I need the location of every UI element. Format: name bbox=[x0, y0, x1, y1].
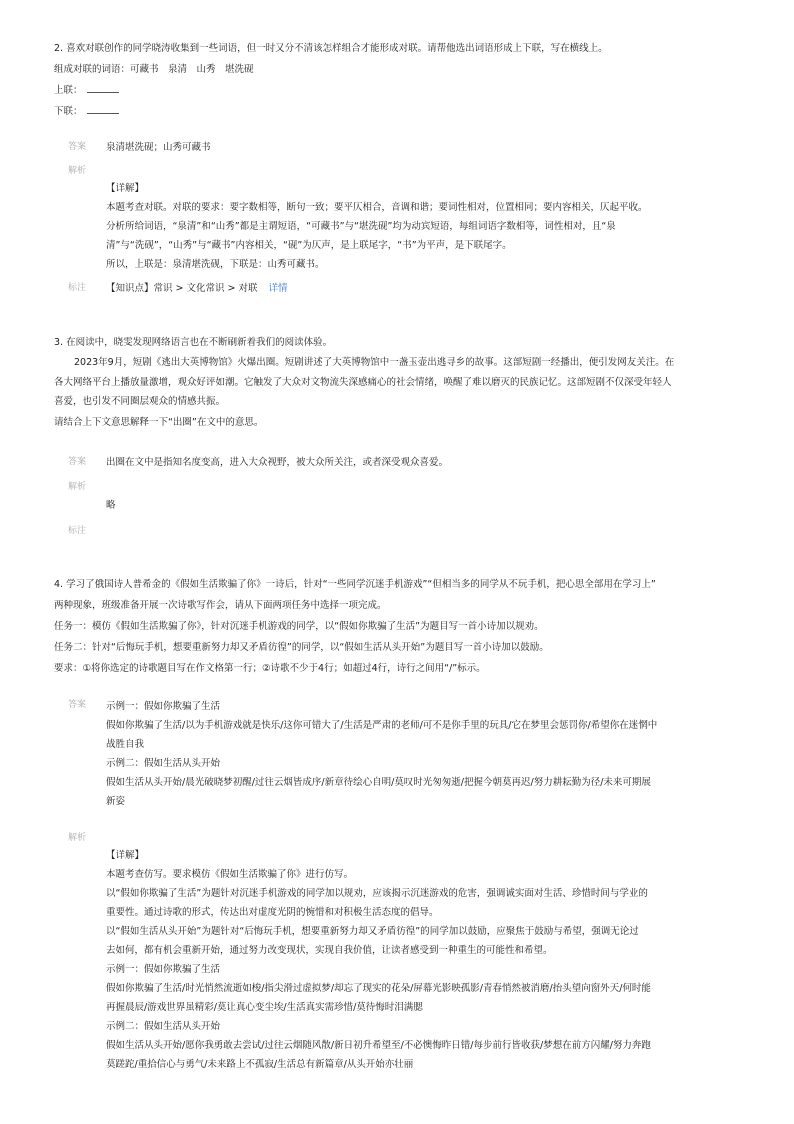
passage-line: 各大网络平台上播放量激增，观众好评如潮。它触发了大众对文物流失深感痛心的社会情绪，唤醒了难以磨灭的民族记忆。这部短剧不仅深受年轻人 bbox=[54, 376, 672, 388]
answer-line: 假如生活从头开始/晨光破晓梦初醒/过往云烟皆成序/新章待绘心自明/莫叹时光匆匆逝/把握今朝莫再迟/努力耕耘勤为径/未来可期展 bbox=[106, 777, 651, 788]
analysis-line: 莫蹉跎/重拾信心与勇气/未来路上不孤寂/生活总有新篇章/从头开始亦壮丽 bbox=[106, 1059, 414, 1070]
knowledge-point: 【知识点】常识 > 文化常识 > 对联 bbox=[106, 283, 258, 294]
detail-link[interactable]: 详情 bbox=[268, 283, 288, 294]
question-4 bbox=[54, 574, 744, 679]
analysis-line: 【详解】 bbox=[106, 850, 145, 861]
question-3-stem: 3. 在阅读中，晓雯发现网络语言也在不断刷新着我们的阅读体验。 bbox=[54, 337, 333, 348]
analysis-line: 示例二：假如生活从头开始 bbox=[106, 1021, 221, 1032]
analysis-line: 本题考查仿写。要求模仿《假如生活欺骗了你》进行仿写。 bbox=[106, 869, 354, 880]
answer-text: 出圈在文中是指知名度变高，进入大众视野，被大众所关注，或者深受观众喜爱。 bbox=[106, 457, 449, 468]
answer-line: 战胜自我 bbox=[106, 739, 145, 750]
answer-body bbox=[106, 697, 726, 811]
question-4-stem-line: 两种现象，班级准备开展一次诗歌写作会，请从下面两项任务中选择一项完成。 bbox=[54, 600, 387, 611]
passage-line: 2023年9月，短剧《逃出大英博物馆》火爆出圈。短剧讲述了大英博物馆中一盏玉壶出逃寻乡的故事。这部短剧一经播出，便引发网友关注。在 bbox=[74, 357, 675, 368]
answer-label: 答案 bbox=[68, 457, 87, 467]
upper-couplet-label: 上联： bbox=[54, 85, 83, 96]
analysis-line: 以“假如生活从头开始”为题针对“后悔玩手机，想要重新努力却又矛盾彷徨”的同学加以鼓励，应聚焦于鼓励与希望，强调无论过 bbox=[106, 926, 639, 937]
question-4-requirement: 要求：①将你选定的诗歌题目写在作文格第一行；②诗歌不少于4行；如超过4行，诗行之间用“/”标示。 bbox=[54, 663, 486, 674]
answer-label: 答案 bbox=[68, 142, 87, 152]
lower-couplet-line bbox=[54, 101, 744, 122]
analysis-line: 重要性。通过诗歌的形式，传达出对虚度光阴的惋惜和对积极生活态度的倡导。 bbox=[106, 907, 439, 918]
analysis-label: 解析 bbox=[68, 833, 87, 843]
analysis-line: 分析所给词语，“泉清”和“山秀”都是主谓短语，“可藏书”与“堪洗砚”均为动宾短语，每组词语字数相等，词性相对，且“泉 bbox=[106, 221, 616, 232]
answer-line: 新姿 bbox=[106, 796, 126, 807]
note-label: 标注 bbox=[68, 283, 87, 293]
question-2-stem: 2. 喜欢对联创作的同学晓涛收集到一些词语，但一时又分不清该怎样组合才能形成对联。请帮他选出词语形成上下联，写在横线上。 bbox=[54, 43, 608, 54]
question-3-passage bbox=[54, 353, 744, 412]
analysis-label: 解析 bbox=[68, 166, 87, 176]
analysis-body bbox=[106, 846, 726, 1074]
analysis-line: 假如你欺骗了生活/时光悄然流逝如梭/指尖滑过虚拟梦/却忘了现实的花朵/屏幕光影映孤影/青春悄然被消磨/抬头望向窗外天/何时能 bbox=[106, 983, 651, 994]
question-2-words: 组成对联的词语：可藏书 泉清 山秀 堪洗砚 bbox=[54, 64, 254, 75]
lower-couplet-label: 下联： bbox=[54, 106, 83, 117]
analysis-line: 本题考查对联。对联的要求：要字数相等，断句一致；要平仄相合，音调和谐；要词性相对，位置相同；要内容相关，仄起平收。 bbox=[106, 202, 648, 213]
analysis-text: 略 bbox=[106, 500, 116, 511]
answer-text: 泉清堪洗砚；山秀可藏书 bbox=[106, 142, 211, 153]
question-4-task-1: 任务一：模仿《假如生活欺骗了你》，针对沉迷手机游戏的同学，以“假如你欺骗了生活”为题目写一首小诗加以规劝。 bbox=[54, 621, 544, 632]
analysis-body bbox=[106, 179, 726, 274]
note-body bbox=[106, 280, 726, 294]
analysis-line: 示例一：假如你欺骗了生活 bbox=[106, 964, 221, 975]
analysis-line: 以“假如你欺骗了生活”为题针对沉迷手机游戏的同学加以规劝，应该揭示沉迷游戏的危害，强调诚实面对生活、珍惜时间与学业的 bbox=[106, 888, 648, 899]
answer-line: 假如你欺骗了生活/以为手机游戏就是快乐/这你可错大了/生活是严肃的老师/可不是你手里的玩具/它在梦里会惩罚你/希望你在迷惘中 bbox=[106, 720, 658, 731]
analysis-line: 【详解】 bbox=[106, 183, 145, 194]
note-label: 标注 bbox=[68, 526, 87, 536]
question-2 bbox=[54, 38, 744, 122]
question-3-prompt: 请结合上下文意思解释一下“出圈”在文中的意思。 bbox=[54, 416, 264, 428]
answer-line: 示例一：假如你欺骗了生活 bbox=[106, 701, 221, 712]
passage-line: 喜爱，也引发不同圈层观众的情感共振。 bbox=[54, 396, 226, 407]
upper-couplet-line bbox=[54, 80, 744, 101]
analysis-label: 解析 bbox=[68, 482, 87, 492]
question-3 bbox=[54, 332, 744, 433]
upper-couplet-blank bbox=[87, 82, 119, 93]
analysis-line: 去如何，都有机会重新开始，通过努力改变现状，实现自我价值，让读者感受到一种重生的可能性和希望。 bbox=[106, 945, 553, 956]
answer-line: 示例二：假如生活从头开始 bbox=[106, 758, 221, 769]
analysis-line: 所以，上联是：泉清堪洗砚，下联是：山秀可藏书。 bbox=[106, 259, 325, 270]
analysis-line: 假如生活从头开始/愿你我勇敢去尝试/过往云烟随风散/新日初升希望至/不必懊悔昨日错/每步前行皆收获/梦想在前方闪耀/努力奔跑 bbox=[106, 1040, 651, 1051]
question-4-task-2: 任务二：针对“后悔玩手机，想要重新努力却又矛盾彷徨”的同学，以“假如生活从头开始”为题目写一首小诗加以鼓励。 bbox=[54, 642, 549, 653]
analysis-line: 再握晨辰/游戏世界虽精彩/莫让真心变尘埃/生活真实需珍惜/莫待悔时泪满腮 bbox=[106, 1002, 423, 1013]
lower-couplet-blank bbox=[87, 103, 119, 114]
question-4-stem-line: 4. 学习了俄国诗人普希金的《假如生活欺骗了你》一诗后，针对“一些同学沉迷手机游戏”“但相当多的同学从不玩手机，把心思全部用在学习上” bbox=[54, 579, 656, 590]
answer-label: 答案 bbox=[68, 700, 87, 710]
analysis-line: 清”与“洗砚”，“山秀”与“藏书”内容相关，“砚”为仄声，是上联尾字，“书”为平声，是下联尾字。 bbox=[106, 240, 512, 251]
